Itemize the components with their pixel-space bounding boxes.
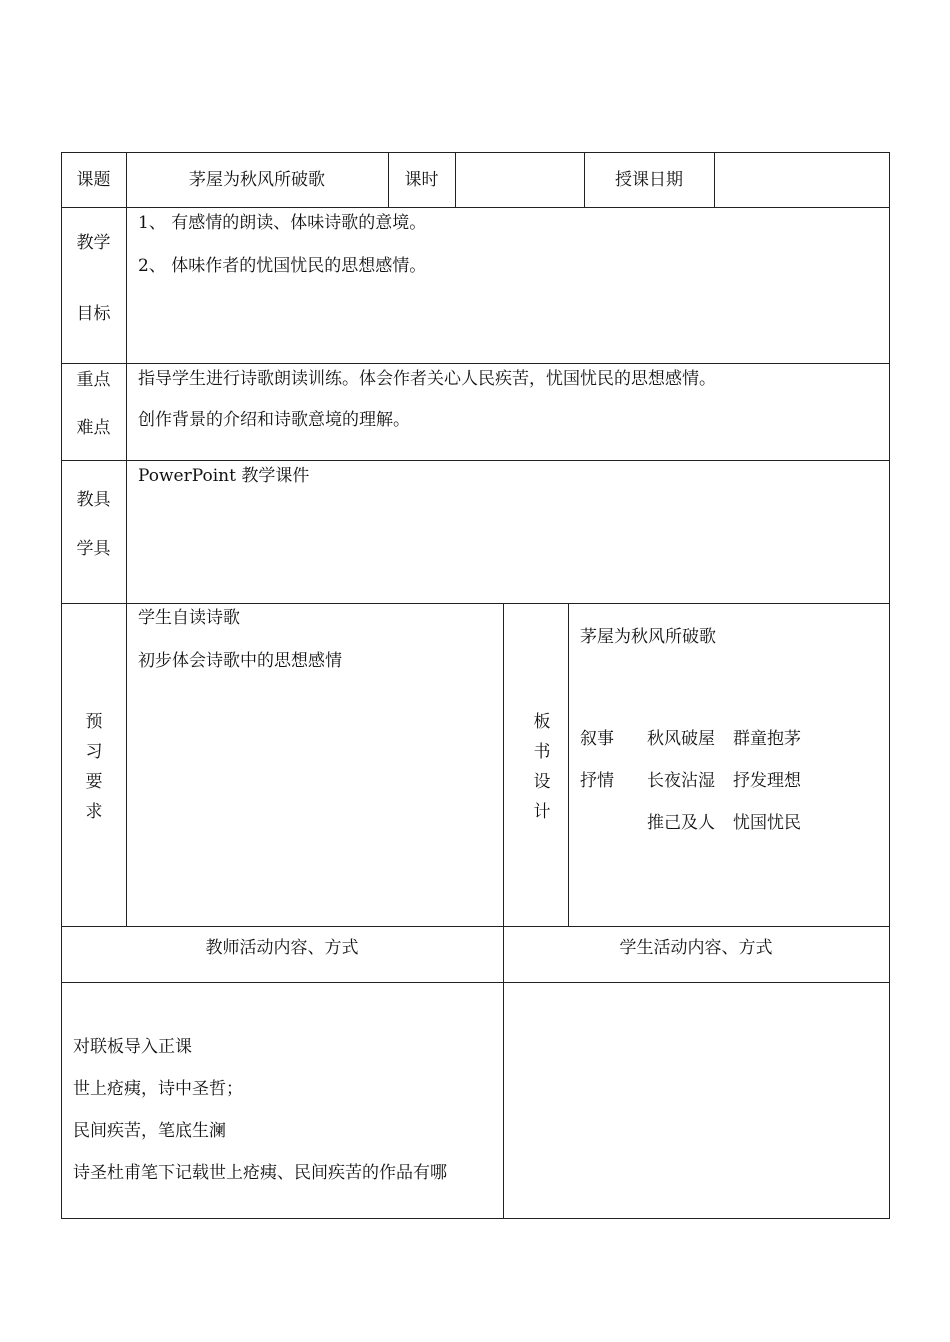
board-row-right: 群童抱茅 [733,729,801,749]
board-row-left: 抒情 [580,771,614,791]
tools-label-line-1: 教具 [76,490,111,510]
preview-board-divider [503,603,504,1219]
board-row-mid: 长夜沾湿 [647,771,715,791]
teacher-activity-line: 诗圣杜甫笔下记载世上疮痍、民间疾苦的作品有哪 [73,1163,447,1183]
board-row-mid: 秋风破屋 [647,729,715,749]
preview-label-char: 要 [85,772,103,792]
label-column-divider [126,152,127,927]
table-border-bottom [61,1218,890,1219]
goals-label-line-1: 教学 [76,233,111,253]
period-label: 课时 [404,170,439,190]
preview-label-char: 求 [85,802,103,822]
preview-line: 初步体会诗歌中的思想感情 [138,651,342,671]
tools-label-line-2: 学具 [76,539,111,559]
tools-text: PowerPoint 教学课件 [138,466,310,486]
board-label-char: 板 [533,712,551,732]
board-row-mid: 推己及人 [647,813,715,833]
focus-label-line-1: 重点 [76,370,111,390]
row-divider-focus [61,460,890,461]
goals-label-line-2: 目标 [76,304,111,324]
focus-line: 创作背景的介绍和诗歌意境的理解。 [138,410,410,430]
focus-line: 指导学生进行诗歌朗读训练。体会作者关心人民疾苦，忧国忧民的思想感情。 [138,369,716,389]
board-row-right: 忧国忧民 [733,813,801,833]
row-divider-preview [61,926,890,927]
teacher-activity-header: 教师活动内容、方式 [205,938,359,958]
board-label [531,707,553,827]
board-row-right: 抒发理想 [733,771,801,791]
board-label-char: 计 [533,802,551,822]
topic-value: 茅屋为秋风所破歌 [189,170,325,190]
board-row-left: 叙事 [580,729,614,749]
row-divider-tools [61,603,890,604]
preview-label [83,707,105,827]
header-divider-period-value [455,152,456,208]
preview-line: 学生自读诗歌 [138,608,240,628]
preview-label-char: 预 [85,712,103,732]
student-activity-header: 学生活动内容、方式 [619,938,773,958]
row-divider-activity-header [61,982,890,983]
table-border-top [61,152,890,153]
focus-label-line-2: 难点 [76,418,111,438]
row-divider-header [61,207,890,208]
goal-item: 1、 有感情的朗读、体味诗歌的意境。 [138,213,427,233]
goal-item: 2、 体味作者的忧国忧民的思想感情。 [138,256,427,276]
teacher-activity-line: 世上疮痍，诗中圣哲； [73,1079,243,1099]
date-label: 授课日期 [615,170,683,190]
teacher-activity-line: 民间疾苦，笔底生澜 [73,1121,226,1141]
board-title: 茅屋为秋风所破歌 [580,627,716,647]
board-label-char: 设 [533,772,551,792]
row-divider-goals [61,363,890,364]
header-divider-date-value [714,152,715,208]
preview-label-char: 习 [85,742,103,762]
board-label-char: 书 [533,742,551,762]
topic-label: 课题 [76,170,111,190]
table-border-right [889,152,890,1219]
board-label-divider [568,603,569,927]
teacher-activity-line: 对联板导入正课 [73,1037,192,1057]
